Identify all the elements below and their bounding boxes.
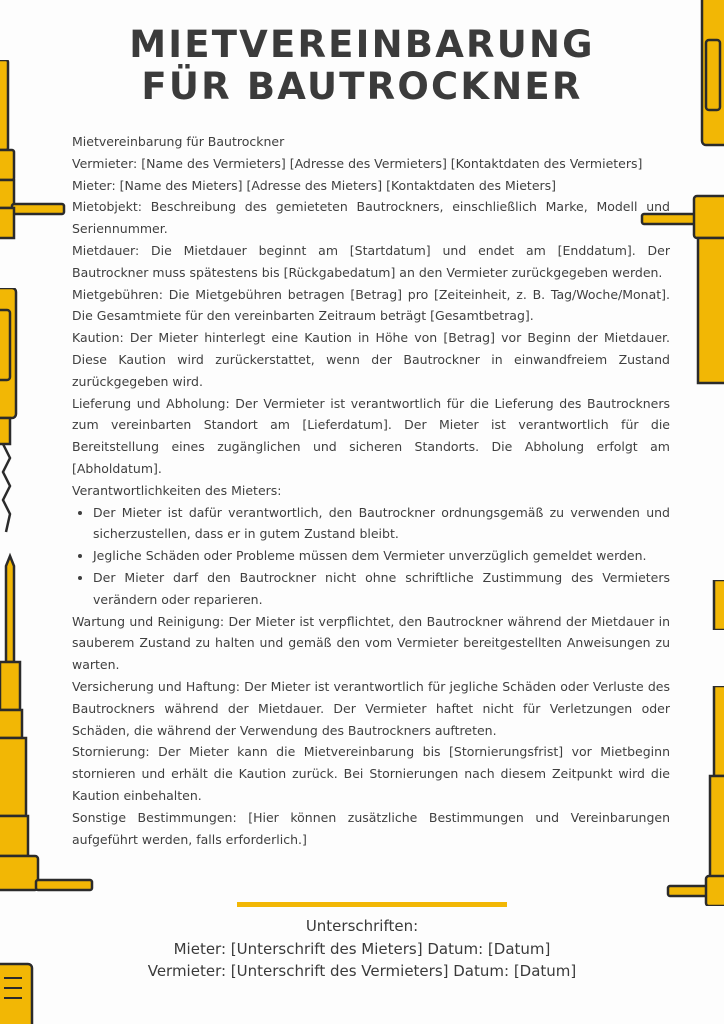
heading-paragraph: Mietvereinbarung für Bautrockner (72, 134, 285, 149)
signature-divider (237, 902, 507, 907)
other-provisions-paragraph: Sonstige Bestimmungen: [Hier können zusätzliche Bestimmungen und Vereinbarungen aufgeführt werden, falls erforderlich.] (72, 809, 670, 847)
drill-lower-right-icon (700, 580, 724, 630)
list-item: • Der Mieter darf den Bautrockner nicht ohne schriftliche Zustimmung des Vermieters verändern oder reparieren. (93, 567, 670, 611)
cancellation-paragraph: Stornierung: Der Mieter kann die Mietvereinbarung bis [Stornierungsfrist] vor Mietbeginn stornieren und erhält die Kaution zurück. Bei Stornierungen nach diesem Zeitpunkt wird die Kaution einbehalten. (72, 744, 670, 803)
rental-period-paragraph: Mietdauer: Die Mietdauer beginnt am [Startdatum] und endet am [Enddatum]. Der Bautrockner muss spätestens bis [Rückgabedatum] an den Vermieter zurückgegeben werden. (72, 242, 670, 280)
title-line-2: FÜR BAUTROCKNER (141, 65, 583, 108)
responsibilities-list (72, 502, 670, 611)
tenant-signature-line: Mieter: [Unterschrift des Mieters] Datum: [Datum] (173, 939, 551, 958)
tenant-paragraph: Mieter: [Name des Mieters] [Adresse des Mieters] [Kontaktdaten des Mieters] (72, 177, 557, 193)
agreement-body (72, 131, 670, 850)
signatures-section (0, 915, 724, 983)
maintenance-paragraph: Wartung und Reinigung: Der Mieter ist verpflichtet, den Bautrockner während der Mietdauer in sauberem Zustand zu halten und gemäß den vom Vermieter bereitgestellten Anweisungen zu warten. (72, 613, 670, 673)
responsibilities-heading: Verantwortlichkeiten des Mieters: (72, 482, 282, 498)
landlord-paragraph: Vermieter: [Name des Vermieters] [Adresse des Vermieters] [Kontaktdaten des Vermieters] (72, 155, 643, 171)
delivery-paragraph: Lieferung und Abholung: Der Vermieter ist verantwortlich für die Lieferung des Bautrockners zum vereinbarten Standort am [Lieferdatum]. Der Mieter ist verantwortlich für die Bereitstellung eines zugänglichen und sicheren Standorts. Die Abholung erfolgt am [Abholdatum]. (72, 395, 670, 476)
rental-fees-paragraph: Mietgebühren: Die Mietgebühren betragen [Betrag] pro [Zeiteinheit, z. B. Tag/Woche/Monat]. Die Gesamtmiete für den vereinbarten Zeitraum beträgt [Gesamtbetrag]. (72, 286, 670, 324)
list-item: • Der Mieter ist dafür verantwortlich, den Bautrockner ordnungsgemäß zu verwenden und sicherzustellen, dass er in gutem Zustand bleibt. (93, 502, 670, 546)
drill-bottom-right-icon (666, 686, 724, 906)
title-line-1: MIETVEREINBARUNG (129, 23, 595, 66)
signatures-heading: Unterschriften: (305, 917, 419, 935)
landlord-signature-line: Vermieter: [Unterschrift des Vermieters] Datum: [Datum] (147, 962, 577, 980)
insurance-paragraph: Versicherung und Haftung: Der Mieter ist verantwortlich für jegliche Schäden oder Verluste des Bautrockners während der Mietdauer. Der Vermieter haftet nicht für Verletzungen oder Schäden, die während der Verwendung des Bautrockners auftreten. (72, 678, 670, 738)
document-title (0, 24, 724, 108)
rental-object-paragraph: Mietobjekt: Beschreibung des gemieteten Bautrockners, einschließlich Marke, Modell und Seriennummer. (72, 199, 670, 237)
list-item: • Jegliche Schäden oder Probleme müssen dem Vermieter unverzüglich gemeldet werden. (93, 545, 670, 567)
drill-middle-left-icon (0, 288, 26, 538)
deposit-paragraph: Kaution: Der Mieter hinterlegt eine Kaution in Höhe von [Betrag] vor Beginn der Mietdauer. Diese Kaution wird zurückerstattet, wenn der Bautrockner in einwandfreiem Zustand zurückgegeben wird. (72, 330, 670, 389)
